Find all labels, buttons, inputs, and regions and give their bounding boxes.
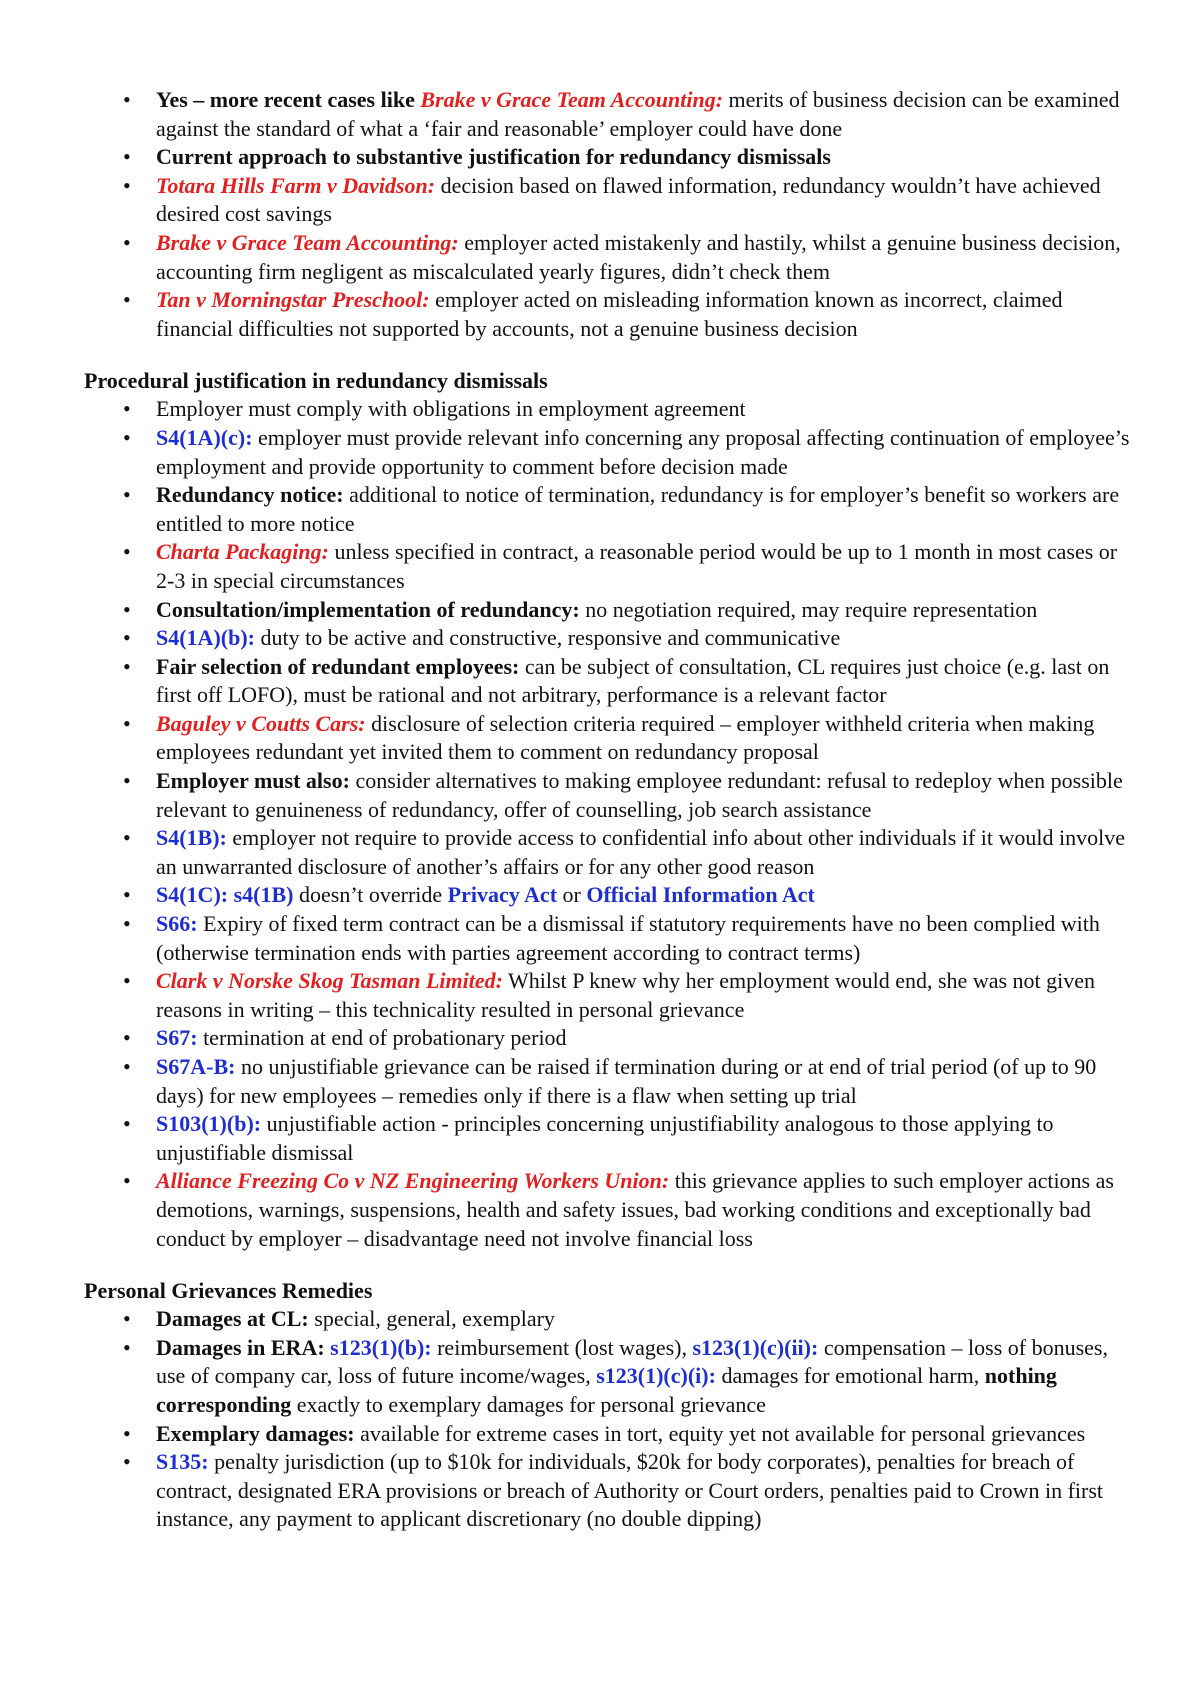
statute-ref: S66: xyxy=(156,911,198,937)
note-text: or xyxy=(557,882,587,908)
section-heading: Personal Grievances Remedies xyxy=(84,1278,373,1304)
note-text: this grievance applies to such employer actions as demotions, warnings, suspensions, health and safety issues, bad working conditions and exceptionally bad conduct by employer – disadvantage need not involve financial loss xyxy=(156,1168,1114,1251)
bullet-item xyxy=(156,767,1140,824)
statute-ref: S67: xyxy=(156,1025,198,1051)
note-text: penalty jurisdiction (up to $10k for individuals, $20k for body corporates), penalties for breach of contract, designated ERA provisions or breach of Authority or Court orders, penalties paid to Crown in first instance, any payment to applicant discretionary (no double dipping) xyxy=(156,1449,1104,1532)
note-text: doesn’t override xyxy=(293,882,448,908)
note-text: Expiry of fixed term contract can be a dismissal if statutory requirements have no been complied with (otherwise termination ends with parties agreement according to contract terms) xyxy=(156,911,1100,965)
bold-term: Consultation/implementation of redundancy: xyxy=(156,596,580,622)
notes-body xyxy=(84,86,1140,1534)
note-text: disclosure of selection criteria required – employer withheld criteria when making employees redundant yet invited them to comment on redundancy proposal xyxy=(156,710,1095,765)
bold-term: Redundancy notice: xyxy=(156,482,344,508)
note-text: employer must provide relevant info concerning any proposal affecting continuation of employee’s employment and provide opportunity to comment before decision made xyxy=(156,424,1130,479)
bullet-item xyxy=(156,1167,1140,1253)
bullet-item xyxy=(156,538,1140,595)
bullet-item xyxy=(156,710,1140,767)
bullet-item xyxy=(156,824,1140,881)
note-text: can be subject of consultation, CL requires just choice (e.g. last on first off LOFO), must be rational and not arbitrary, performance is a relevant factor xyxy=(156,653,1110,708)
bold-term: Yes – more recent cases like xyxy=(156,87,421,112)
section xyxy=(84,86,1140,343)
bullet-item xyxy=(156,172,1140,229)
statute-ref: S67A-B: xyxy=(156,1054,236,1079)
case-name: Clark v Norske Skog Tasman Limited: xyxy=(156,968,503,994)
bullet-item xyxy=(156,143,1140,172)
section xyxy=(84,366,1140,1253)
note-text: duty to be active and constructive, responsive and communicative xyxy=(255,625,841,651)
bullet-list xyxy=(84,1305,1140,1534)
note-text: employer not require to provide access to confidential info about other individuals if it would involve an unwarranted disclosure of another’s affairs or for any other good reason xyxy=(156,825,1126,879)
bullet-item xyxy=(156,881,1140,910)
bullet-list xyxy=(84,86,1140,343)
note-text: additional to notice of termination, redundancy is for employer’s benefit so workers are entitled to more notice xyxy=(156,482,1120,536)
case-name: Totara Hills Farm v Davidson: xyxy=(156,172,436,198)
bold-term: Damages at CL: xyxy=(156,1306,309,1332)
statute-ref: s123(1)(c)(i): xyxy=(596,1363,716,1389)
statute-ref: S135: xyxy=(156,1449,209,1475)
bullet-list xyxy=(84,395,1140,1253)
section-heading: Procedural justification in redundancy dismissals xyxy=(84,368,548,394)
note-text: special, general, exemplary xyxy=(308,1306,555,1332)
note-text: no negotiation required, may require representation xyxy=(579,596,1038,622)
bullet-item xyxy=(156,910,1140,967)
note-text: termination at end of probationary period xyxy=(197,1025,567,1051)
bullet-item xyxy=(156,967,1140,1024)
note-text: merits of business decision can be examined against the standard of what a ‘fair and reasonable’ employer could have done xyxy=(156,87,1120,141)
bullet-item xyxy=(156,229,1140,286)
statute-ref: S103(1)(b): xyxy=(156,1111,262,1137)
bullet-item xyxy=(156,286,1140,343)
bullet-item xyxy=(156,596,1140,625)
note-text: reimbursement (lost wages), xyxy=(431,1334,693,1360)
bullet-item xyxy=(156,424,1140,481)
bold-term: Fair selection of redundant employees: xyxy=(156,653,520,679)
bullet-item xyxy=(156,86,1140,143)
bullet-item xyxy=(156,1448,1140,1534)
note-text: available for extreme cases in tort, equity yet not available for personal grievances xyxy=(354,1420,1086,1446)
note-text: Employer must comply with obligations in employment agreement xyxy=(156,396,746,422)
note-text: compensation – loss of bonuses, use of company car, loss of future income/wages, xyxy=(156,1334,1108,1389)
statute-ref: S4(1C): s4(1B) xyxy=(156,882,294,908)
bold-term: Current approach to substantive justification for redundancy dismissals xyxy=(156,144,831,170)
note-text: no unjustifiable grievance can be raised if termination during or at end of trial period (of up to 90 days) for new employees – remedies only if there is a flaw when setting up trial xyxy=(156,1054,1097,1108)
bold-term: Exemplary damages: xyxy=(156,1420,355,1446)
statute-ref: s123(1)(c)(ii): xyxy=(692,1334,819,1360)
bullet-item xyxy=(156,395,1140,424)
bullet-item xyxy=(156,624,1140,653)
case-name: Alliance Freezing Co v NZ Engineering Workers Union: xyxy=(156,1168,670,1194)
note-text: employer acted on misleading information known as incorrect, claimed financial difficulties not supported by accounts, not a genuine business decision xyxy=(156,287,1063,341)
statute-ref: Privacy Act xyxy=(447,882,558,908)
case-name: Baguley v Coutts Cars: xyxy=(156,710,366,736)
bullet-item xyxy=(156,1053,1140,1110)
statute-ref: S4(1B): xyxy=(156,825,227,851)
statute-ref: S4(1A)(b): xyxy=(156,625,255,651)
case-name: Charta Packaging: xyxy=(156,539,329,565)
statute-ref: S4(1A)(c): xyxy=(156,424,253,450)
note-text: exactly to exemplary damages for personal grievance xyxy=(291,1391,766,1417)
bold-term: Employer must also: xyxy=(156,768,350,794)
case-name: Tan v Morningstar Preschool: xyxy=(156,287,430,313)
note-text: unjustifiable action - principles concerning unjustifiability analogous to those applying to unjustifiable dismissal xyxy=(156,1111,1054,1165)
statute-ref: s123(1)(b): xyxy=(330,1334,432,1360)
bullet-item xyxy=(156,481,1140,538)
section xyxy=(84,1276,1140,1534)
bullet-item xyxy=(156,1305,1140,1334)
bold-term: nothing corresponding xyxy=(156,1363,1057,1417)
note-text: unless specified in contract, a reasonable period would be up to 1 month in most cases or 2-3 in special circumstances xyxy=(156,539,1118,593)
note-text: damages for emotional harm, xyxy=(715,1363,985,1389)
bullet-item xyxy=(156,1334,1140,1420)
bullet-item xyxy=(156,1110,1140,1167)
note-text: Whilst P knew why her employment would end, she was not given reasons in writing – this technicality resulted in personal grievance xyxy=(156,968,1096,1022)
note-text: consider alternatives to making employee redundant: refusal to redeploy when possible relevant to genuineness of redundancy, offer of counselling, job search assistance xyxy=(156,768,1123,822)
case-name: Brake v Grace Team Accounting: xyxy=(156,229,459,255)
case-name: Brake v Grace Team Accounting: xyxy=(420,87,724,112)
bullet-item xyxy=(156,1420,1140,1449)
bullet-item xyxy=(156,653,1140,710)
note-text: decision based on flawed information, redundancy wouldn’t have achieved desired cost savings xyxy=(156,172,1101,227)
bullet-item xyxy=(156,1024,1140,1053)
statute-ref: Official Information Act xyxy=(586,882,815,908)
note-text: employer acted mistakenly and hastily, whilst a genuine business decision, accounting firm negligent as miscalculated yearly figures, didn’t check them xyxy=(156,229,1121,284)
bold-term: Damages in ERA: xyxy=(156,1334,331,1360)
